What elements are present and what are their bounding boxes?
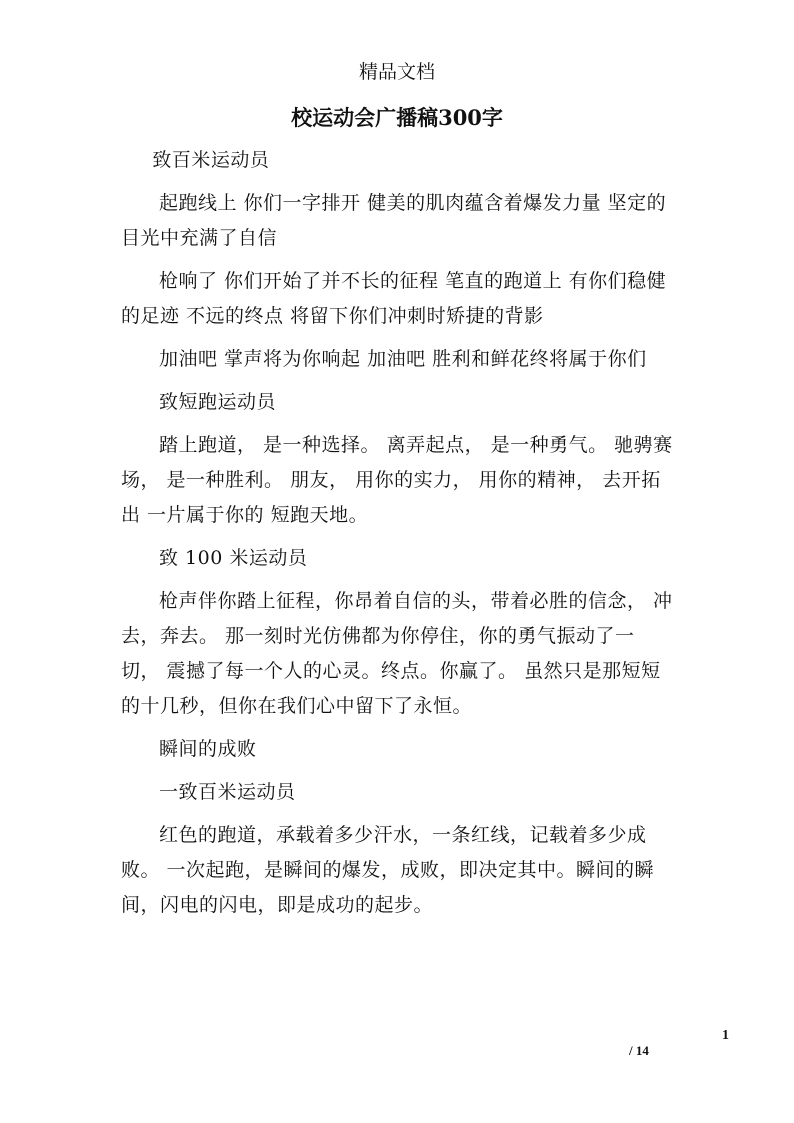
document-header: 精品文档	[358, 61, 435, 83]
document-title: 校运动会广播稿300字	[291, 105, 503, 130]
paragraph-subheading: 一致百米运动员	[159, 781, 296, 803]
paragraph: 枪响了 你们开始了并不长的征程 笔直的跑道上 有你们稳健的足迹 不远的终点 将留下你们冲刺时矫捷的背影	[121, 270, 667, 327]
paragraph: 枪声伴你踏上征程，你昂着自信的头，带着必胜的信念， 冲去，奔去。 那一刻时光仿佛都为你停住，你的勇气振动了一切， 震撼了每一个人的心灵。终点。你赢了。 虽然只是那短短的十几秒，但你在我们心中留下了永恒。	[121, 590, 673, 717]
paragraph-heading-sprinters: 致百米运动员	[152, 149, 270, 171]
paragraph: 加油吧 掌声将为你响起 加油吧 胜利和鲜花终将属于你们	[159, 348, 647, 370]
paragraph-heading-short-distance: 致短跑运动员	[159, 391, 277, 413]
paragraph: 踏上跑道， 是一种选择。 离弄起点， 是一种勇气。 驰骋赛场， 是一种胜利。 朋友， 用你的实力， 用你的精神， 去开拓出 一片属于你的 短跑天地。	[121, 434, 673, 526]
paragraph-heading-100m: 致 100 米运动员	[159, 547, 308, 569]
page-number: 1	[722, 1028, 729, 1043]
paragraph: 红色的跑道，承载着多少汗水，一条红线，记载着多少成败。 一次起跑，是瞬间的爆发，成败，即决定其中。瞬间的瞬间，闪电的闪电，即是成功的起步。	[121, 824, 655, 916]
paragraph-heading-instant: 瞬间的成败	[159, 738, 257, 760]
paragraph: 起跑线上 你们一字排开 健美的肌肉蕴含着爆发力量 坚定的目光中充满了自信	[121, 192, 667, 249]
page-total: / 14	[629, 1043, 649, 1058]
document-body	[121, 143, 673, 931]
